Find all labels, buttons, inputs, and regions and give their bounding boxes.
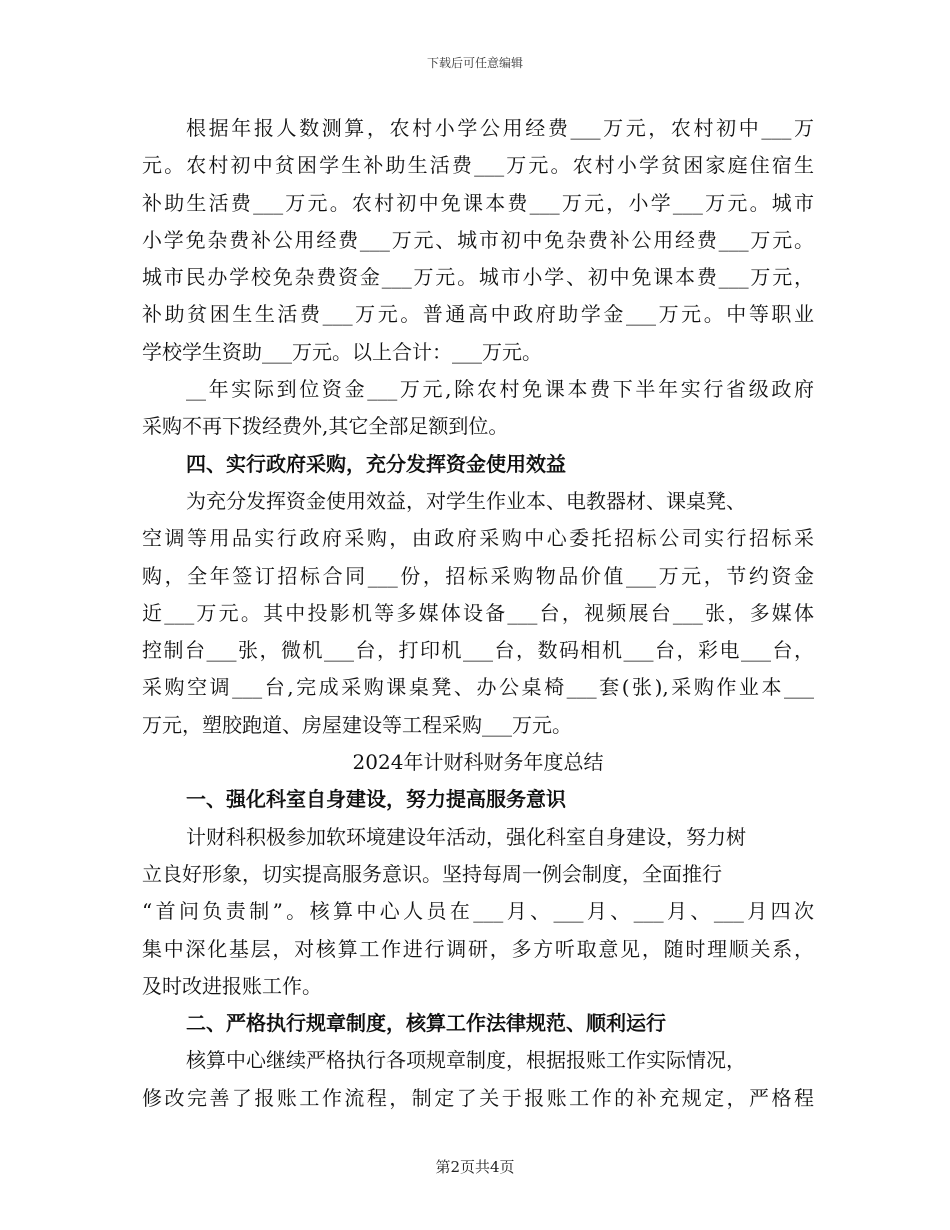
section-heading: 一、强化科室自身建设，努力提高服务意识 — [186, 787, 566, 812]
paragraph-line: 集中深化基层，对核算工作进行调研，多方听取意见，随时理顺关系， — [142, 936, 814, 961]
paragraph-line: 学校学生资助___万元。以上合计：___万元。 — [142, 339, 542, 364]
paragraph-line: __年实际到位资金___万元,除农村免课本费下半年实行省级政府 — [186, 377, 814, 402]
section-heading: 二、严格执行规章制度，核算工作法律规范、顺利运行 — [186, 1011, 666, 1036]
paragraph-line: 根据年报人数测算，农村小学公用经费___万元，农村初中___万 — [186, 116, 814, 140]
paragraph-line: 立良好形象，切实提高服务意识。坚持每周一例会制度，全面推行 — [142, 861, 722, 886]
paragraph-line: 元。农村初中贫困学生补助生活费___万元。农村小学贫困家庭住宿生 — [142, 153, 814, 178]
document-title: 2024年计财科财务年度总结 — [352, 750, 604, 775]
paragraph-line: 为充分发挥资金使用效益，对学生作业本、电教器材、课桌凳、 — [186, 488, 746, 513]
page-header: 下载后可任意编辑 — [426, 56, 523, 70]
paragraph-line: 购，全年签订招标合同___份，招标采购物品价值___万元，节约资金 — [142, 563, 814, 588]
paragraph-line: 核算中心继续严格执行各项规章制度，根据报账工作实际情况， — [186, 1048, 746, 1073]
paragraph-line: “首问负责制”。核算中心人员在___月、___月、___月、___月四次 — [142, 899, 814, 924]
paragraph-line: 空调等用品实行政府采购，由政府采购中心委托招标公司实行招标采 — [142, 526, 814, 551]
paragraph-line: 城市民办学校免杂费资金___万元。城市小学、初中免课本费___万元， — [142, 265, 814, 290]
paragraph-line: 补助生活费___万元。农村初中免课本费___万元，小学___万元。城市 — [142, 190, 814, 215]
document-body — [142, 110, 814, 1117]
paragraph-line: 采购不再下拨经费外,其它全部足额到位。 — [142, 414, 509, 439]
section-heading: 四、实行政府采购，充分发挥资金使用效益 — [186, 451, 566, 476]
paragraph-line: 近___万元。其中投影机等多媒体设备___台，视频展台___张，多媒体 — [142, 600, 814, 625]
paragraph-line: 采购空调___台,完成采购课桌凳、办公桌椅___套(张),采购作业本___ — [142, 675, 814, 700]
paragraph-line: 修改完善了报账工作流程，制定了关于报账工作的补充规定，严格程 — [142, 1085, 814, 1110]
paragraph-line: 补助贫困生生活费___万元。普通高中政府助学金___万元。中等职业 — [142, 302, 814, 327]
paragraph-line: 控制台___张，微机___台，打印机___台，数码相机___台，彩电___台， — [142, 638, 814, 663]
paragraph-line: 万元，塑胶跑道、房屋建设等工程采购___万元。 — [142, 712, 572, 737]
paragraph-line: 小学免杂费补公用经费___万元、城市初中免杂费补公用经费___万元。 — [142, 227, 814, 252]
page-footer: 第2页共4页 — [435, 1158, 515, 1176]
paragraph-line: 计财科积极参加软环境建设年活动，强化科室自身建设，努力树 — [186, 824, 746, 849]
paragraph-line: 及时改进报账工作。 — [142, 973, 322, 998]
